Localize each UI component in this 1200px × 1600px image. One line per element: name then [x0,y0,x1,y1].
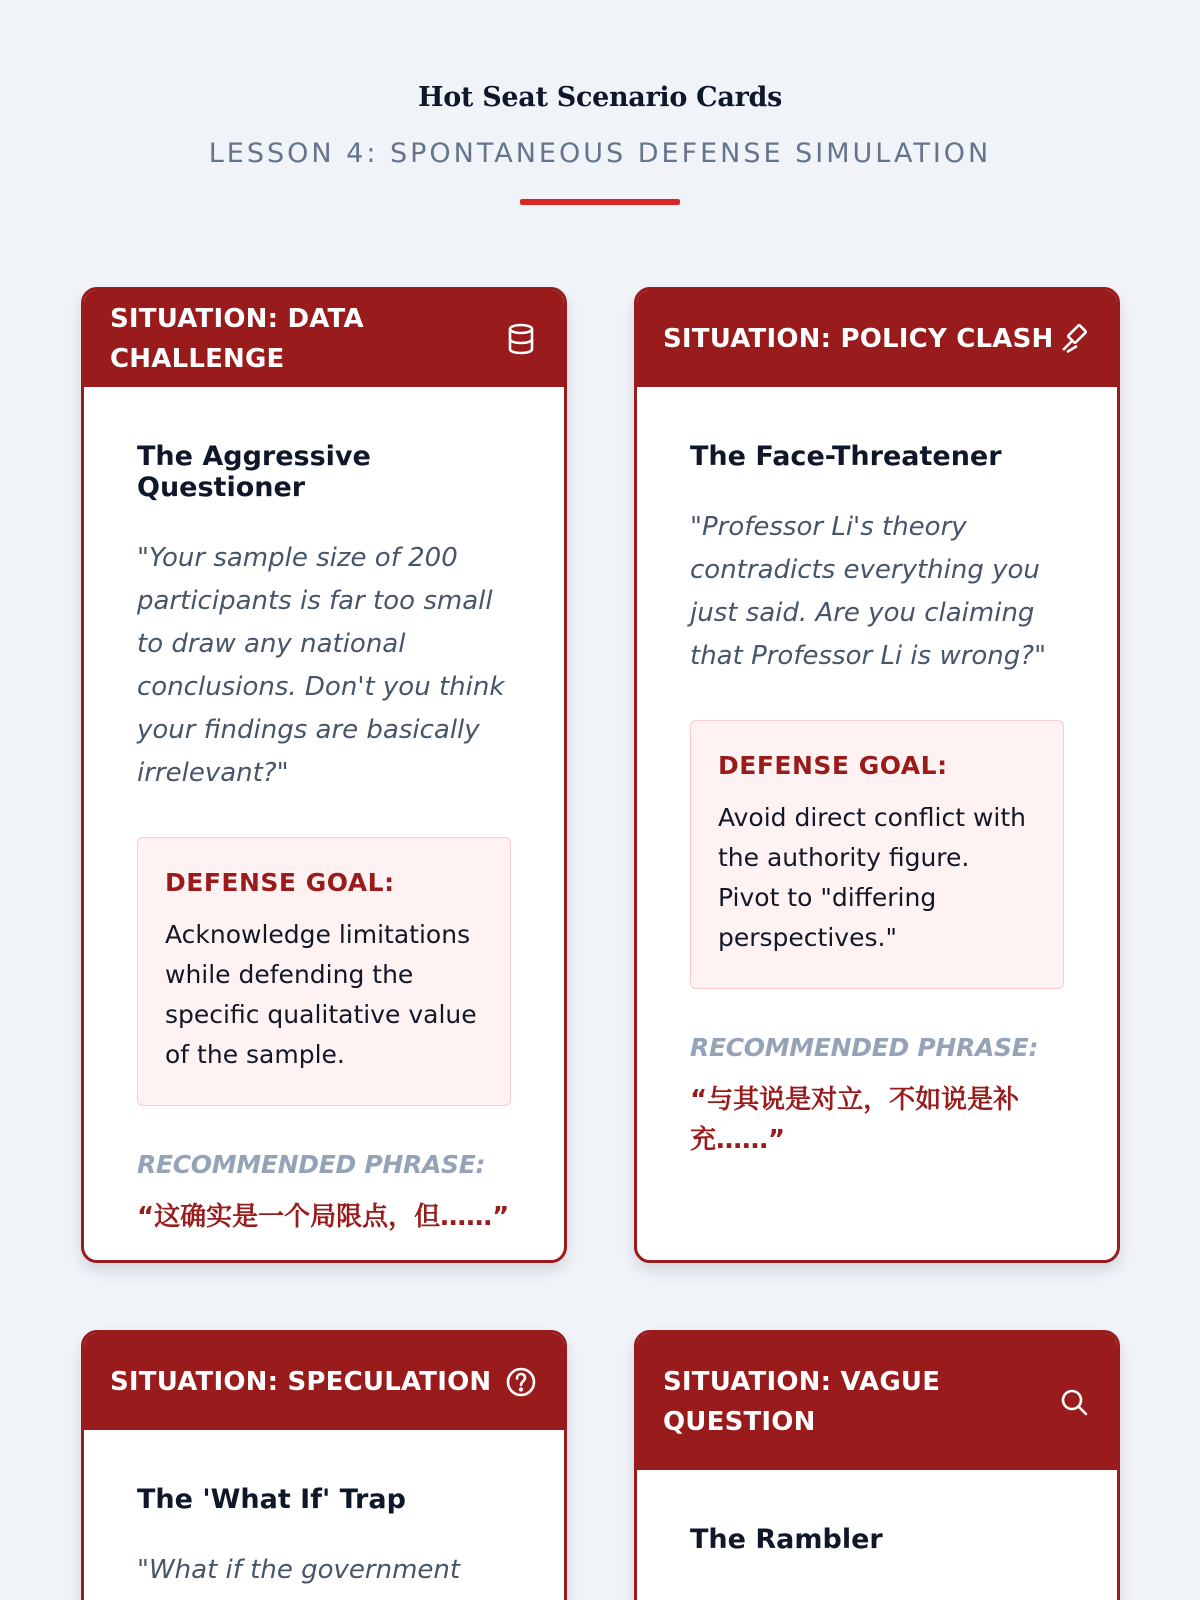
persona-title: The Aggressive Questioner [137,441,371,503]
scenario-card-data-challenge[interactable] [81,287,567,1263]
question-circle-icon [504,1365,538,1399]
situation-label: SITUATION: VAGUE QUESTION [663,1366,941,1437]
situation-label: SITUATION: SPECULATION [110,1366,492,1397]
situation-label: SITUATION: DATA CHALLENGE [110,303,364,374]
card-header [637,1333,1117,1470]
situation-label: SITUATION: POLICY CLASH [663,323,1054,354]
scenario-card-speculation[interactable] [81,1330,567,1600]
defense-goal-heading: DEFENSE GOAL: [718,751,948,780]
defense-goal-box [690,720,1064,989]
header-divider [520,199,680,205]
card-header [84,290,564,387]
scenario-card-vague-question[interactable] [634,1330,1120,1600]
card-header [84,1333,564,1430]
card-body [84,441,564,1237]
scenario-card-policy-clash[interactable] [634,287,1120,1263]
card-header [637,290,1117,387]
persona-title: The Rambler [690,1524,883,1555]
scenario-quote: "Your sample size of 200 participants is far too small to draw any national conclusions. Don't you think your findings are basically irrelevant?" [137,543,505,788]
card-body [84,1484,564,1592]
card-body [637,441,1117,1160]
database-icon [504,322,538,356]
defense-goal-heading: DEFENSE GOAL: [165,868,395,897]
persona-title: The Face-Threatener [690,441,1002,472]
card-body [637,1524,1117,1555]
page-title: Hot Seat Scenario Cards [418,82,782,113]
gavel-icon [1057,322,1091,356]
recommended-phrase: “这确实是一个局限点，但……” [137,1202,510,1232]
recommended-phrase: “与其说是对立，不如说是补充……” [690,1085,1020,1155]
scenario-quote: "Professor Li's theory contradicts everything you just said. Are you claiming that Professor Li is wrong?" [690,512,1047,671]
defense-goal-text: Avoid direct conflict with the authority figure. Pivot to "differing perspectives." [718,803,1027,952]
page-subtitle: LESSON 4: SPONTANEOUS DEFENSE SIMULATION [208,138,992,169]
defense-goal-box [137,837,511,1106]
search-icon [1057,1385,1091,1419]
recommended-phrase-label: RECOMMENDED PHRASE: [137,1150,486,1179]
persona-title: The 'What If' Trap [137,1484,406,1515]
recommended-phrase-label: RECOMMENDED PHRASE: [690,1033,1039,1062]
defense-goal-text: Acknowledge limitations while defending the specific qualitative value of the sample. [165,920,477,1069]
scenario-quote: "What if the government [137,1555,461,1585]
